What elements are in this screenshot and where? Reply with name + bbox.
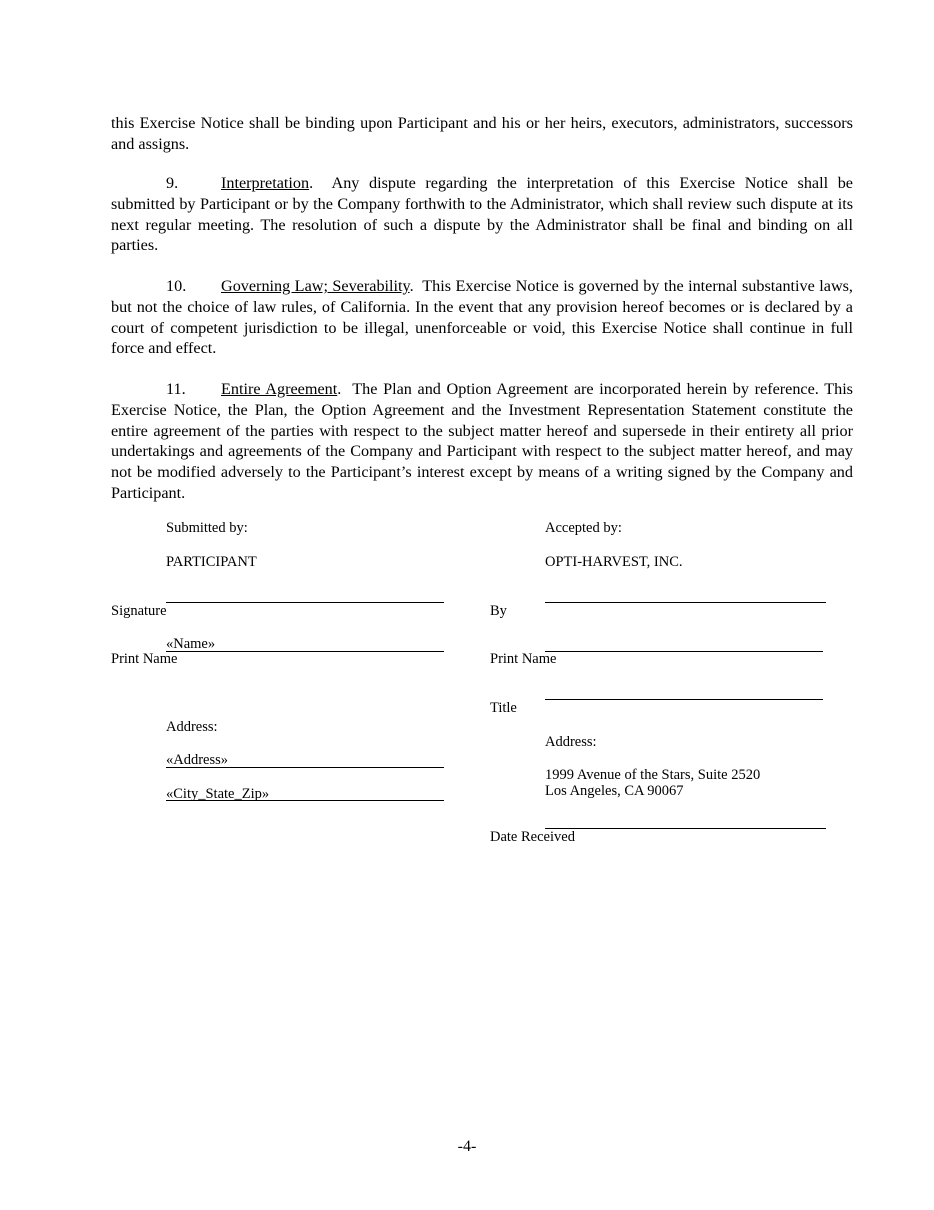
signature-line[interactable] (166, 602, 444, 603)
date-received-label: Date Received (490, 829, 575, 845)
paragraph-11: 11. Entire Agreement. The Plan and Option Agreement are incorporated herein by reference. This Exercise Notice, the Plan, the Option Agreement and the Investment Representation Statement constitute the entire agreement of the parties with respect to the subject matter hereof and supersede in their entirety all prior undertakings and agreements of the Company and Participant with respect to the subject matter hereof, and may not be modified adversely to the Participant’s interest except by means of a writing signed by the Company and Participant. (111, 380, 853, 502)
page-number: -4- (457, 1138, 477, 1155)
address-field[interactable]: «Address» (166, 752, 229, 768)
name-field[interactable]: «Name» (166, 636, 216, 652)
company-print-name-line[interactable] (545, 651, 823, 652)
title-label: Title (490, 700, 517, 716)
address-label: Address: (166, 719, 218, 735)
section-text: Any dispute regarding the interpretation of this Exercise Notice shall be submitted by Participant or by the Company forthwith to the Administrator, which shall review such dispute at its next regular meeting. The resolution of such a dispute by the Administrator shall be final and binding on all parties. (111, 174, 853, 255)
city-line (166, 800, 444, 801)
company-name: OPTI-HARVEST, INC. (545, 554, 683, 570)
participant-label: PARTICIPANT (166, 554, 257, 570)
company-print-name-label: Print Name (490, 651, 557, 667)
company-address-line1: 1999 Avenue of the Stars, Suite 2520 (545, 767, 761, 783)
by-label: By (490, 603, 507, 619)
section-heading: Entire Agreement (221, 380, 338, 398)
paragraph-10: 10. Governing Law; Severability. This Exercise Notice is governed by the internal substantive laws, but not the choice of law rules, of California. In the event that any provision hereof becomes or is declared by a court of competent jurisdiction to be illegal, unenforceable or void, this Exercise Notice shall continue in full force and effect. (111, 277, 853, 358)
section-text: This Exercise Notice is governed by the internal substantive laws, but not the choice of law rules, of California. In the event that any provision hereof becomes or is declared by a court of competent jurisdiction to be illegal, unenforceable or void, this Exercise Notice shall continue in full force and effect. (111, 277, 853, 358)
company-address-line2: Los Angeles, CA 90067 (545, 783, 684, 799)
paragraph-9: 9. Interpretation. Any dispute regarding the interpretation of this Exercise Notice shall be submitted by Participant or by the Company forthwith to the Administrator, which shall review such dispute at its next regular meeting. The resolution of such a dispute by the Administrator shall be final and binding on all parties. (111, 174, 853, 255)
print-name-line[interactable] (166, 651, 444, 652)
city-state-zip-field[interactable]: «City_State_Zip» (166, 786, 270, 802)
section-number: 10. (166, 277, 187, 295)
title-line[interactable] (545, 699, 823, 700)
section-number: 11. (166, 380, 186, 398)
by-signature-line[interactable] (545, 602, 826, 603)
company-address-label: Address: (545, 734, 597, 750)
section-heading: Governing Law; Severability (221, 277, 410, 295)
paragraph-8-tail: this Exercise Notice shall be binding upon Participant and his or her heirs, executors, administrators, successors and assigns. (111, 114, 853, 153)
section-number: 9. (166, 174, 179, 192)
print-name-label: Print Name (111, 651, 178, 667)
submitted-by-label: Submitted by: (166, 520, 248, 536)
date-received-line[interactable] (545, 828, 826, 829)
signature-label: Signature (111, 603, 167, 619)
section-heading: Interpretation (221, 174, 310, 192)
address-line (166, 767, 444, 768)
accepted-by-label: Accepted by: (545, 520, 622, 536)
section-text: The Plan and Option Agreement are incorporated herein by reference. This Exercise Notice, the Plan, the Option Agreement and the Investment Representation Statement constitute the entire agreement of the parties with respect to the subject matter hereof and supersede in their entirety all prior undertakings and agreements of the Company and Participant with respect to the subject matter hereof, and may not be modified adversely to the Participant’s interest except by means of a writing signed by the Company and Participant. (111, 380, 853, 502)
